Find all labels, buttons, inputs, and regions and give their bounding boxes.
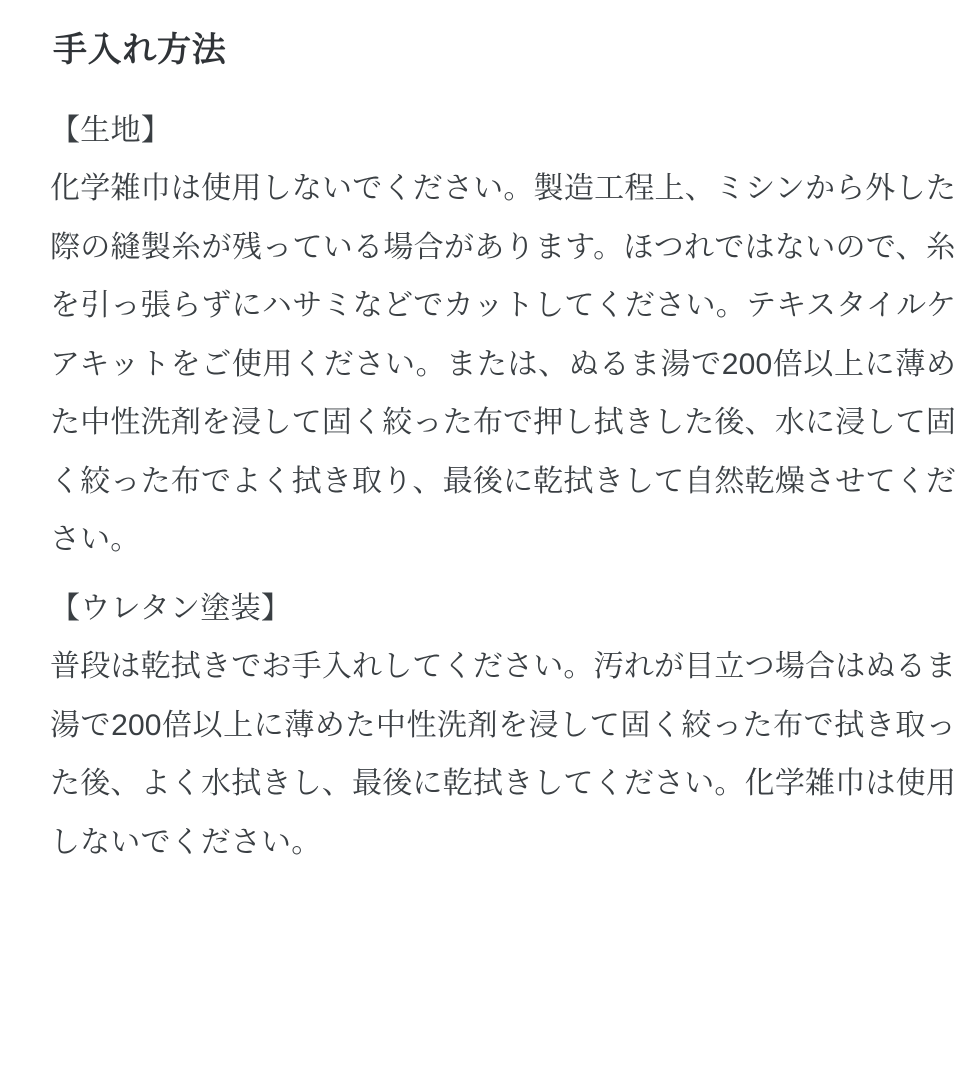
care-section-urethane-coating [50, 580, 956, 873]
section-body-fabric: 化学雑巾は使用しないでください。製造工程上、ミシンから外した際の縫製糸が残っている場合があります。ほつれではないので、糸を引っ張らずにハサミなどでカットしてください。テキスタイルケアキットをご使用ください。または、ぬるま湯で200倍以上に薄めた中性洗剤を浸して固く絞った布で押し拭きした後、水に浸して固く絞った布でよく拭き取り、最後に乾拭きして自然乾燥させてください。 [50, 172, 956, 557]
section-heading-urethane-coating: 【ウレタン塗装】 [50, 591, 292, 625]
section-body-urethane-coating: 普段は乾拭きでお手入れしてください。汚れが目立つ場合はぬるま湯で200倍以上に薄めた中性洗剤を浸して固く絞った布で拭き取った後、よく水拭きし、最後に乾拭きしてください。化学雑巾は使用しないでください。 [50, 650, 956, 859]
section-heading-fabric: 【生地】 [50, 113, 172, 147]
care-section-fabric [50, 102, 956, 570]
page-title: 手入れ方法 [53, 31, 227, 69]
